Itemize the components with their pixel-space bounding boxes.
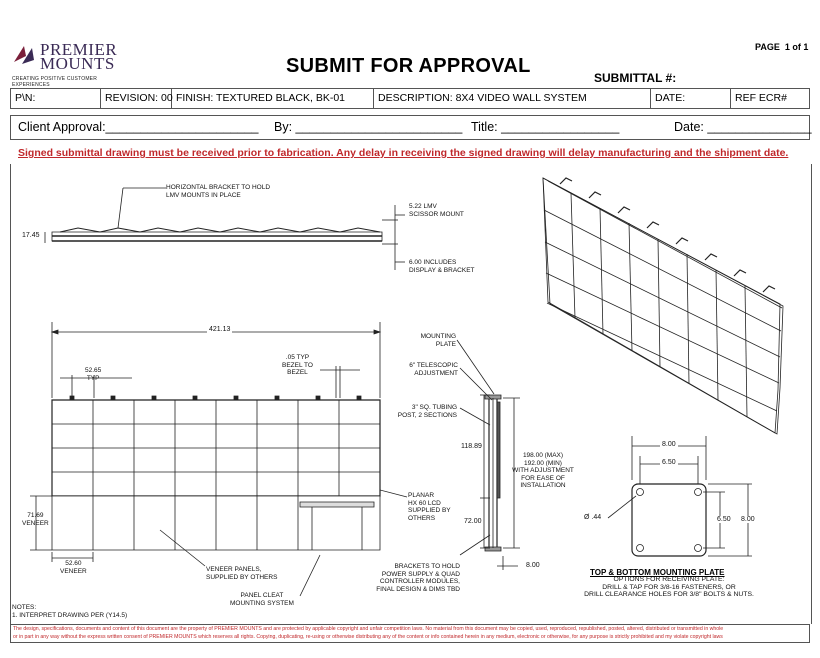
- includes-line-2: DISPLAY & BRACKET: [409, 266, 475, 274]
- max-line-5: INSTALLATION: [520, 482, 566, 489]
- panel-cleat-label: [230, 592, 294, 607]
- telescopic-label: [404, 362, 458, 377]
- cleat-line-1: PANEL CLEAT: [240, 592, 284, 599]
- copyright-line-2: or in part in any way without the express written consent of PREMIER MOUNTS which reserves all rights. Copying, duplicating, re-using or otherwise distributing any of the content or info contained herein in any medium, electronic or otherwise, for any purpose is strictly prohibited and my violate copyright laws: [13, 634, 723, 640]
- approval-date-field[interactable]: Date: _______________: [674, 120, 812, 134]
- copyright-line-1: The design, specifications, documents and content of this document are the property of PREMIER MOUNTS and are protected by applicable copyright and unfair competition laws. No material from this document may be copied, used, reproduced, republished, posted, altered, distributed or transmitted in whole: [13, 626, 724, 632]
- page-number: PAGE 1 of 1: [755, 42, 809, 52]
- max-line-4: FOR EASE OF: [521, 474, 565, 482]
- includes-label: [409, 259, 475, 274]
- logo-line-1: PREMIER: [40, 40, 118, 59]
- bezel-line-3: BEZEL: [287, 369, 308, 376]
- plate-option-line-2: DRILL & TAP FOR 3/8-16 FASTENERS, OR: [602, 583, 736, 591]
- submittal-number: SUBMITTAL #:: [594, 71, 677, 85]
- planar-line-1: PLANAR: [408, 492, 435, 499]
- depth-dimension: 17.45: [22, 232, 40, 239]
- isometric-view-drawing: [543, 178, 783, 434]
- plate-option-line-3: DRILL CLEARANCE HOLES FOR 3/8" BOLTS & NUTS.: [584, 591, 754, 598]
- description-cell: DESCRIPTION: 8X4 VIDEO WALL SYSTEM: [374, 89, 651, 108]
- max-line-1: 198.00 (MAX): [522, 452, 564, 459]
- veneer-height-value: 71.69: [27, 512, 44, 519]
- fabrication-warning: Signed submittal drawing must be received prior to fabrication. Any delay in receiving the signed drawing will delay manufacturing and the shipment date.: [18, 147, 789, 159]
- tele-line-1: 6" TELESCOPIC: [409, 362, 458, 369]
- veneer-panels-line-1: VENEER PANELS,: [206, 566, 262, 573]
- copyright-footer: [10, 624, 810, 643]
- planar-display-label: [408, 492, 451, 522]
- scissor-line-2: SCISSOR MOUNT: [409, 210, 464, 218]
- horizontal-bracket-label: [166, 184, 270, 199]
- approved-by-field[interactable]: By: ________________________: [274, 120, 463, 134]
- bracket-label-line-1: HORIZONTAL BRACKET TO HOLD: [166, 184, 271, 191]
- client-approval-field[interactable]: Client Approval:______________________: [18, 120, 259, 134]
- veneer-height-dimension: [22, 512, 49, 527]
- approver-title-field[interactable]: Title: _________________: [471, 120, 620, 134]
- tele-line-2: ADJUSTMENT: [414, 369, 458, 377]
- tube-line-1: 3" SQ. TUBING: [411, 404, 457, 411]
- overall-height-label: [505, 452, 581, 490]
- plate-options: [578, 576, 760, 599]
- lower-height-dimension: 72.00: [464, 518, 482, 525]
- brackets-line-3: CONTROLLER MODULES,: [379, 578, 460, 585]
- max-line-2: 192.00 (MIN): [524, 459, 562, 467]
- veneer-height-label: VENEER: [22, 519, 49, 527]
- panel-width-dimension: [85, 367, 101, 382]
- finish-cell: FINISH: TEXTURED BLACK, BK-01: [172, 89, 374, 108]
- foot-dimension: 8.00: [526, 562, 540, 569]
- veneer-width-dimension: [60, 560, 87, 575]
- veneer-width-label: VENEER: [60, 567, 87, 575]
- planar-line-3: SUPPLIED BY: [408, 507, 451, 514]
- logo-line-2: MOUNTS: [40, 54, 115, 73]
- tube-line-2: POST, 2 SECTIONS: [397, 411, 457, 419]
- ref-ecr-cell: REF ECR#: [735, 92, 787, 104]
- notes-section: [12, 604, 127, 619]
- panel-width-typ: TYP: [86, 374, 100, 382]
- plate-outer-height: 8.00: [741, 516, 755, 523]
- overall-width-dimension: 421.13: [209, 326, 231, 333]
- brackets-label: [356, 563, 460, 593]
- bezel-line-2: BEZEL TO: [282, 361, 313, 369]
- scissor-mount-label: [409, 203, 464, 218]
- panel-width-value: 52.65: [85, 367, 102, 374]
- mounting-plate-label: [416, 333, 456, 348]
- veneer-panels-line-2: SUPPLIED BY OTHERS: [206, 573, 278, 581]
- bracket-label-line-2: LMV MOUNTS IN PLACE: [166, 191, 241, 199]
- page-title: SUBMIT FOR APPROVAL: [286, 55, 531, 77]
- mounting-line-1: MOUNTING: [420, 333, 456, 340]
- plate-option-line-1: OPTIONS FOR RECEIVING PLATE:: [613, 576, 725, 583]
- brackets-line-1: BRACKETS TO HOLD: [394, 563, 460, 570]
- notes-heading: NOTES:: [12, 604, 37, 611]
- note-item-1: 1. INTERPRET DRAWING PER (Y14.5): [12, 611, 128, 619]
- plate-title: TOP & BOTTOM MOUNTING PLATE: [590, 568, 725, 577]
- upper-height-dimension: 118.89: [461, 443, 482, 450]
- scissor-line-1: 5.22 LMV: [409, 203, 437, 210]
- tubing-label: [397, 404, 457, 419]
- plate-hole-diameter: Ø .44: [584, 514, 602, 521]
- plate-outer-width: 8.00: [662, 441, 676, 448]
- logo-tagline: CREATING POSITIVE CUSTOMER EXPERIENCES: [12, 76, 98, 88]
- bezel-line-1: .05 TYP: [285, 354, 310, 361]
- plate-inner-width: 6.50: [662, 459, 676, 466]
- max-line-3: WITH ADJUSTMENT: [512, 467, 574, 474]
- brackets-line-2: POWER SUPPLY & QUAD: [381, 570, 460, 578]
- bezel-dimension: [282, 354, 313, 377]
- veneer-panels-label: [206, 566, 277, 581]
- cleat-line-2: MOUNTING SYSTEM: [230, 599, 294, 607]
- includes-line-1: 6.00 INCLUDES: [409, 259, 457, 266]
- mounting-plate-drawing: [608, 436, 752, 556]
- revision-cell: REVISION: 00: [101, 89, 172, 108]
- plate-inner-height: 6.50: [717, 516, 731, 523]
- veneer-width-value: 52.60: [65, 560, 82, 567]
- brackets-line-4: FINAL DESIGN & DIMS TBD: [376, 585, 460, 593]
- planar-line-4: OTHERS: [408, 514, 436, 522]
- top-view-drawing: [45, 188, 405, 270]
- front-view-drawing: [30, 322, 407, 596]
- mounting-line-2: PLATE: [435, 340, 456, 348]
- planar-line-2: HX 60 LCD: [408, 499, 441, 507]
- date-cell: DATE:: [651, 89, 731, 108]
- part-number-cell: P\N:: [11, 89, 101, 108]
